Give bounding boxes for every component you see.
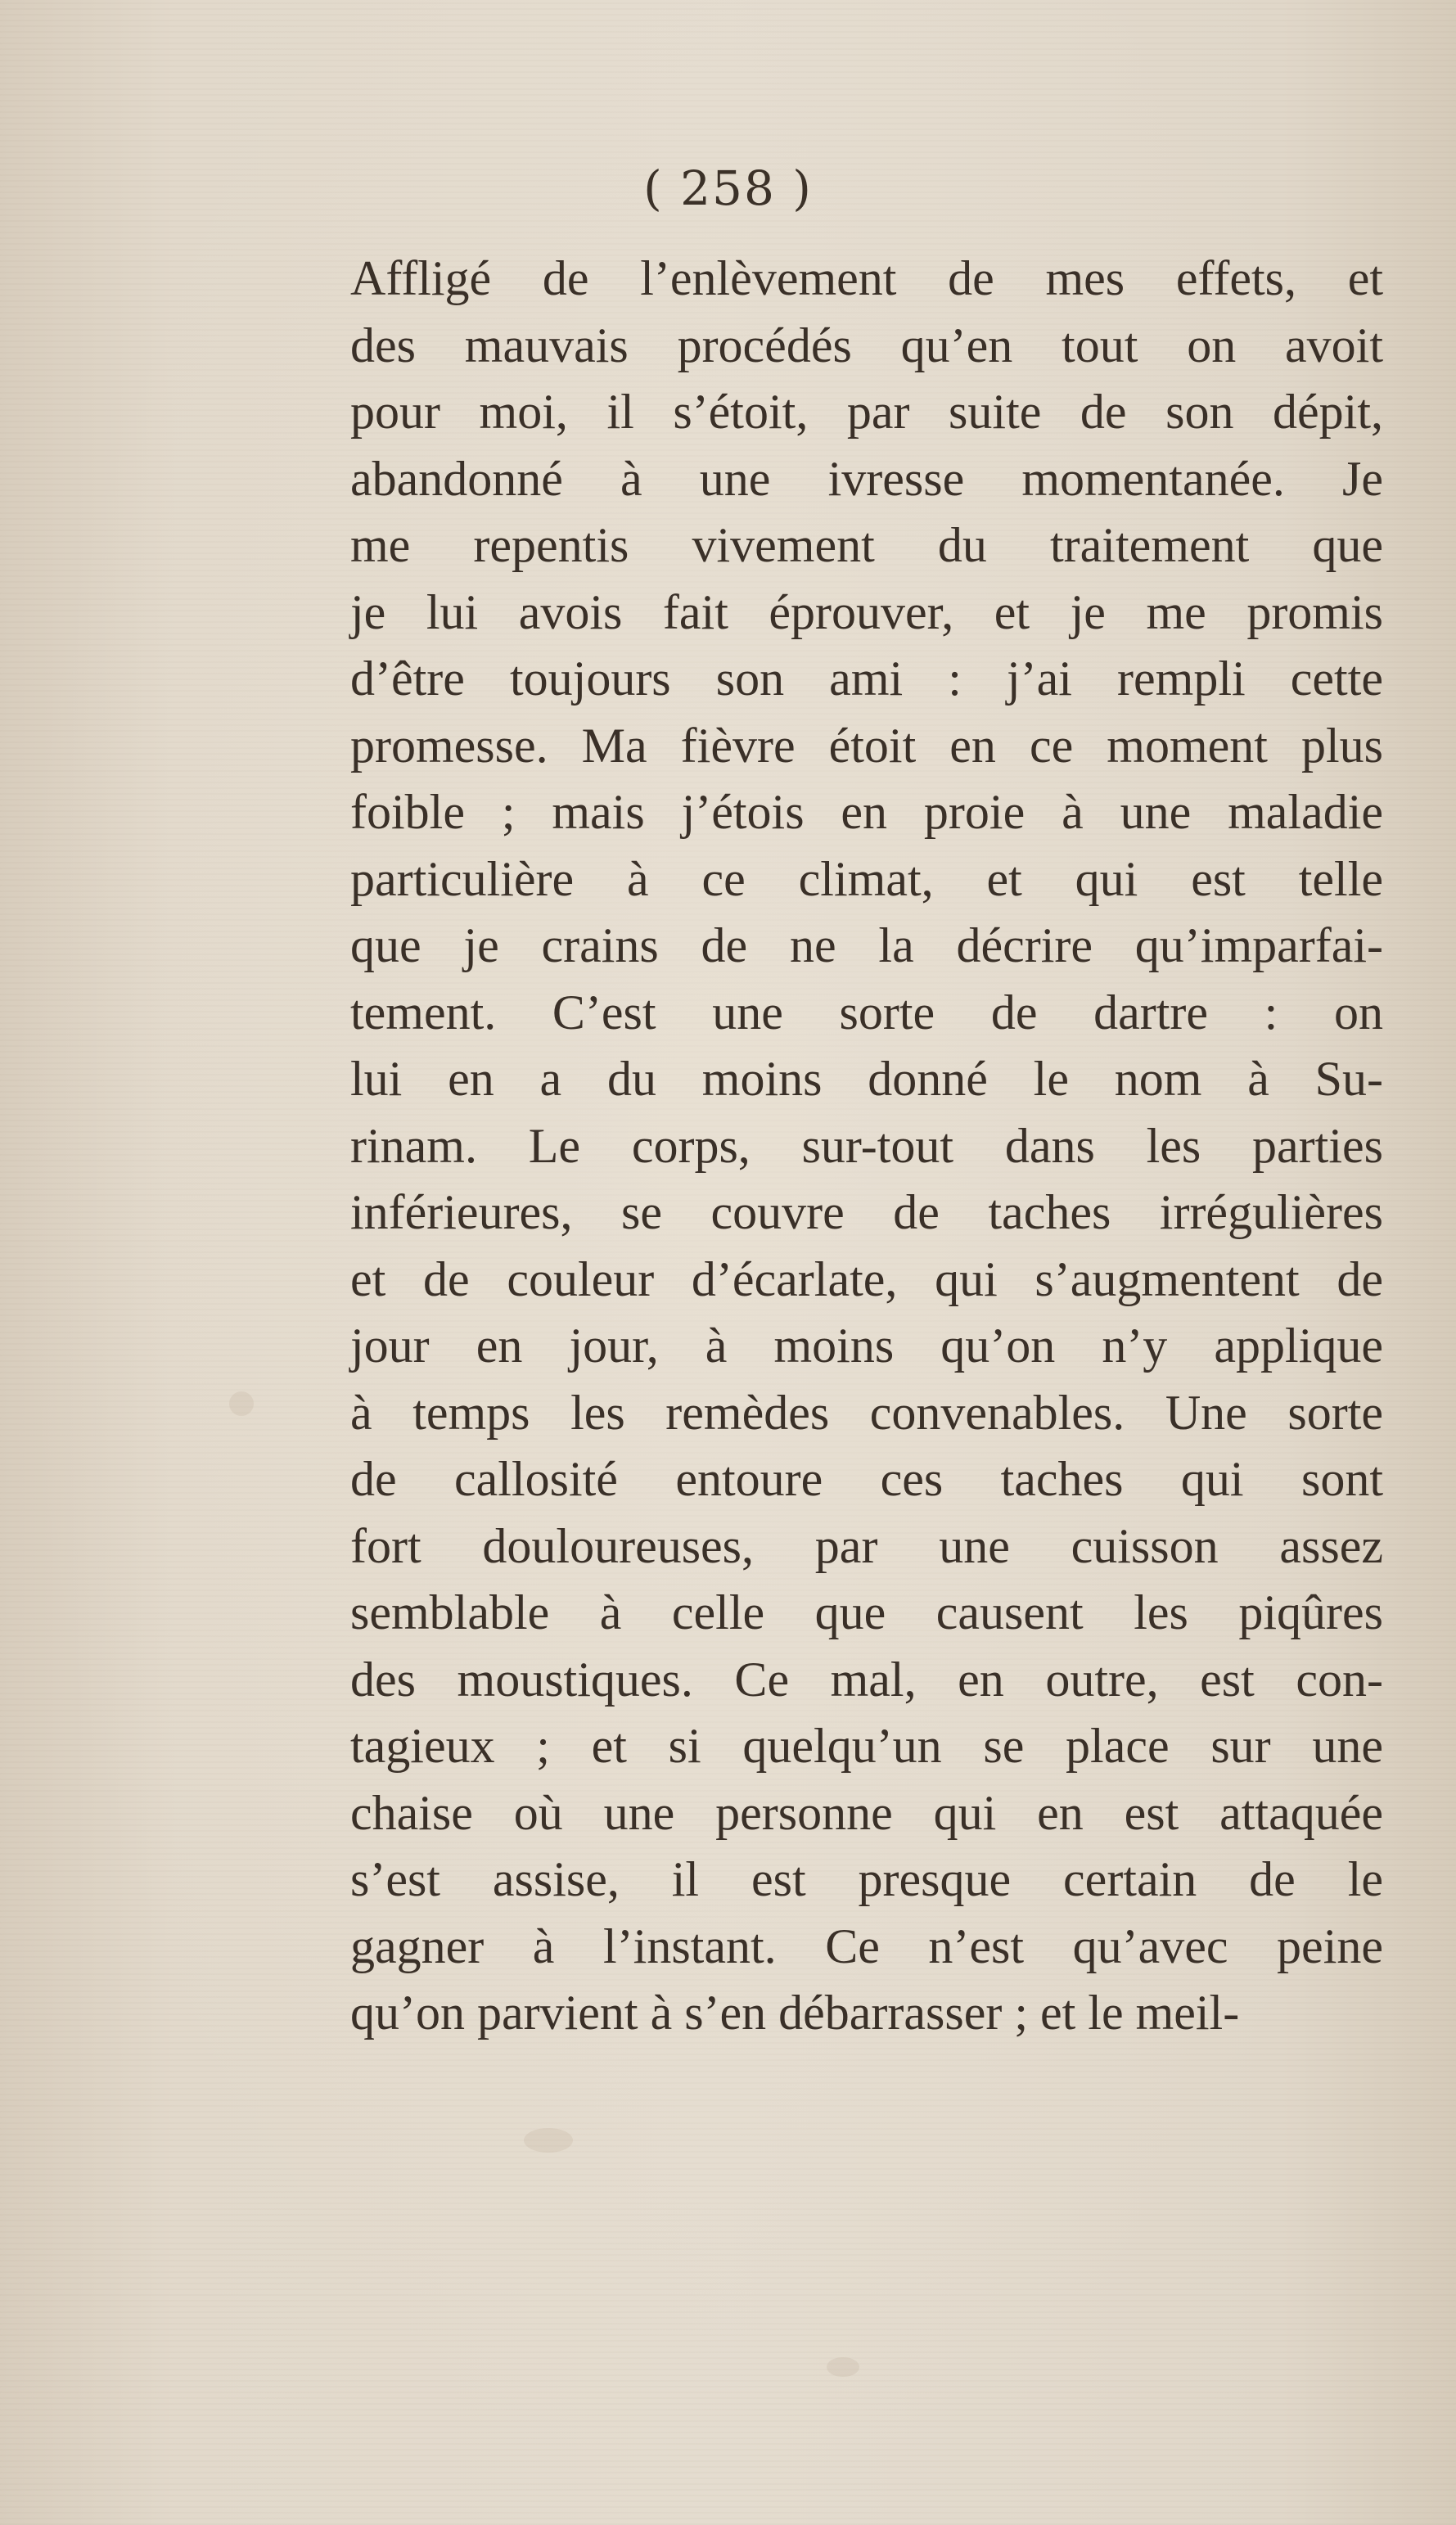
text-line: foible ; mais j’étois en proie à une maladie <box>350 785 1383 839</box>
text-line: chaise où une personne qui en est attaquée <box>350 1785 1383 1840</box>
text-line: me repentis vivement du traitement que <box>350 518 1383 572</box>
paper-stain <box>827 2357 859 2377</box>
text-line: semblable à celle que causent les piqûres <box>350 1585 1383 1639</box>
body-text <box>350 246 1383 2047</box>
text-line: tement. C’est une sorte de dartre : on <box>350 985 1383 1039</box>
page-number-header: ( 258 ) <box>643 160 813 216</box>
text-line: s’est assise, il est presque certain de le <box>350 1852 1383 1906</box>
text-line: gagner à l’instant. Ce n’est qu’avec peine <box>350 1919 1383 1973</box>
text-line: rinam. Le corps, sur-tout dans les parties <box>350 1118 1383 1173</box>
text-line: d’être toujours son ami : j’ai rempli cette <box>350 652 1383 706</box>
text-line: Affligé de l’enlèvement de mes effets, et <box>350 251 1383 305</box>
text-line: promesse. Ma fièvre étoit en ce moment plus <box>350 718 1383 773</box>
text-line: tagieux ; et si quelqu’un se place sur une <box>350 1719 1383 1773</box>
paper-stain <box>524 2128 573 2153</box>
paper-stain <box>229 1391 254 1416</box>
text-line: qu’on parvient à s’en débarrasser ; et le meil- <box>350 1986 1240 2040</box>
text-line: à temps les remèdes convenables. Une sorte <box>350 1385 1383 1440</box>
text-line: jour en jour, à moins qu’on n’y applique <box>350 1319 1383 1373</box>
text-line: je lui avois fait éprouver, et je me promis <box>350 584 1383 639</box>
text-line: particulière à ce climat, et qui est telle <box>350 851 1383 906</box>
text-line: des mauvais procédés qu’en tout on avoit <box>350 318 1383 372</box>
text-line: lui en a du moins donné le nom à Su- <box>350 1052 1383 1106</box>
text-line: et de couleur d’écarlate, qui s’augmentent de <box>350 1251 1383 1306</box>
text-line: des moustiques. Ce mal, en outre, est con- <box>350 1652 1383 1707</box>
text-line: inférieures, se couvre de taches irrégulières <box>350 1185 1383 1239</box>
text-line: de callosité entoure ces taches qui sont <box>350 1452 1383 1506</box>
text-line: pour moi, il s’étoit, par suite de son dépit, <box>350 385 1383 439</box>
text-line: que je crains de ne la décrire qu’imparfai- <box>350 918 1383 972</box>
text-line: abandonné à une ivresse momentanée. Je <box>350 451 1383 506</box>
text-line: fort douloureuses, par une cuisson assez <box>350 1518 1383 1573</box>
